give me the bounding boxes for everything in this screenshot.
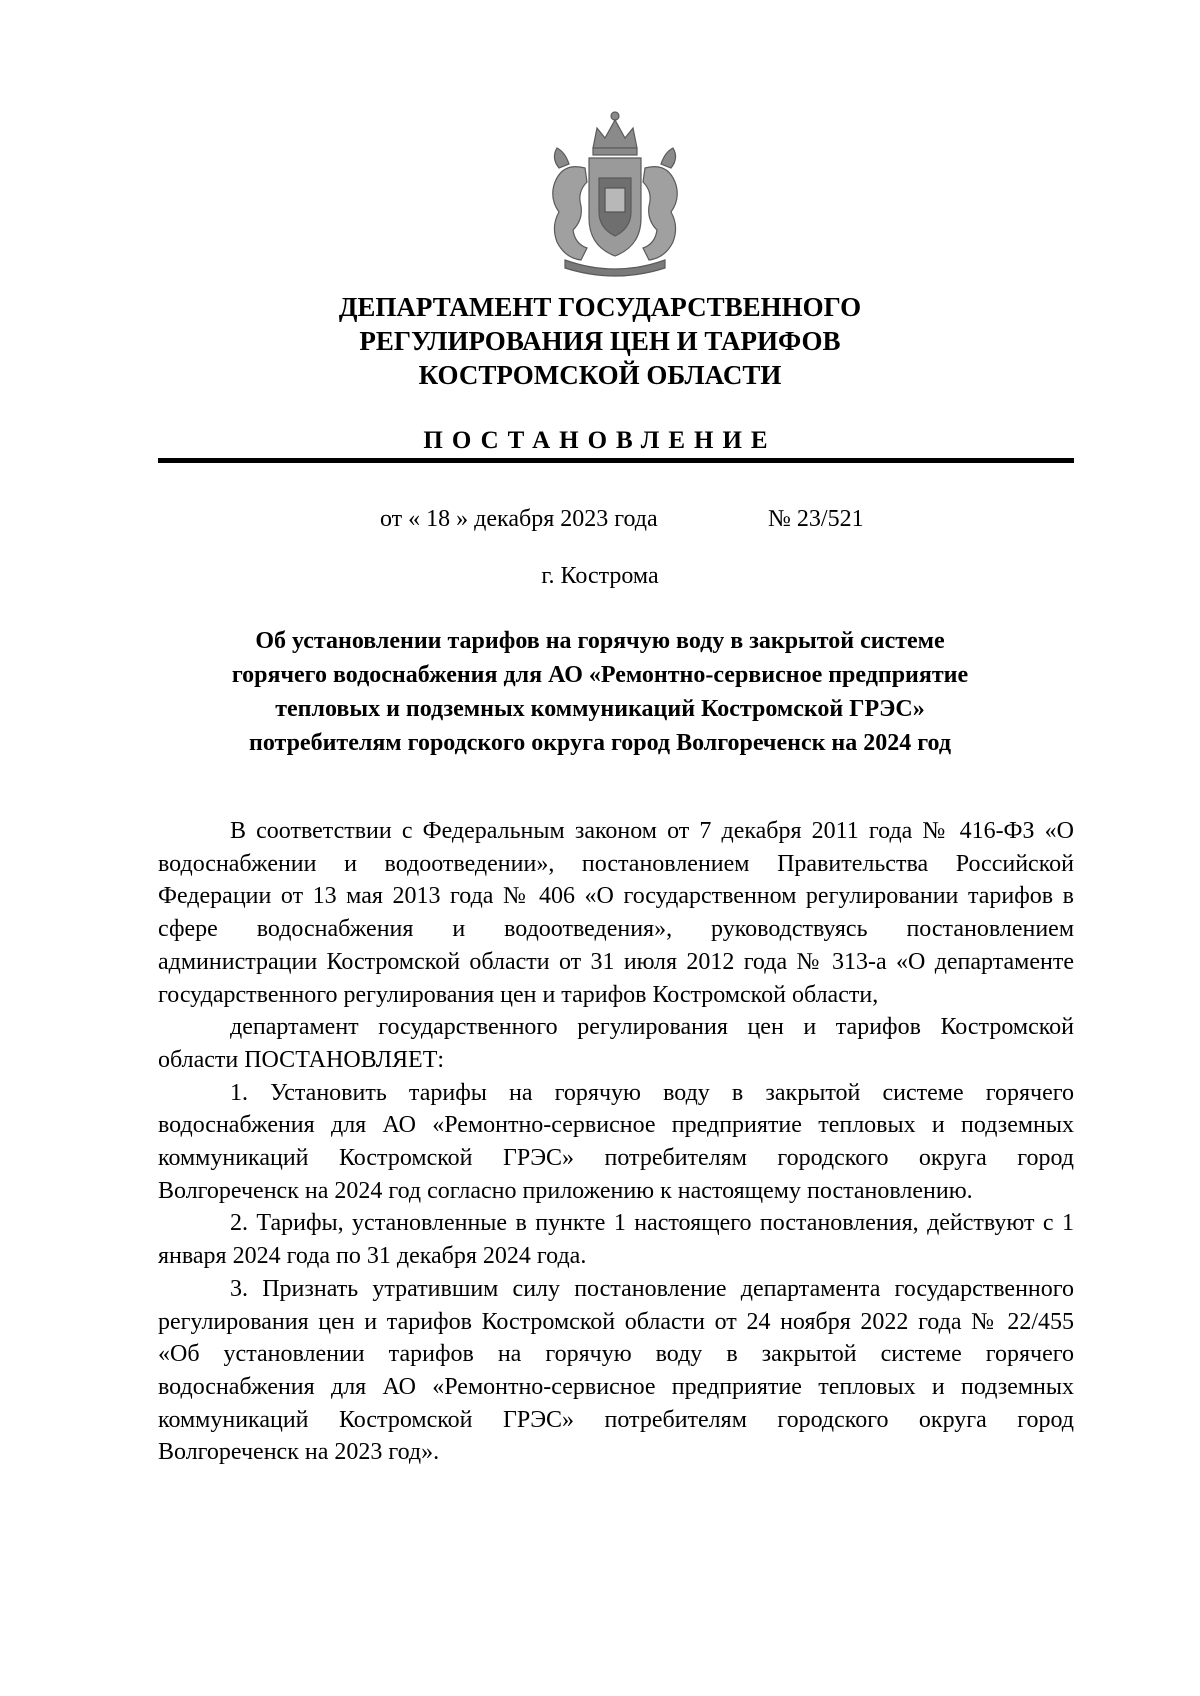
- department-name-line: РЕГУЛИРОВАНИЯ ЦЕН И ТАРИФОВ: [359, 326, 841, 356]
- body-paragraph-preamble: В соответствии с Федеральным законом от 7 декабря 2011 года № 416-ФЗ «О водоснабжении и водоотведении», постановлением Правительства Российской Федерации от 13 мая 2013 года № 406 «О государственном регулировании тарифов в сфере водоснабжения и водоотведения», руководствуясь постановлением администрации Костромской области от 31 июля 2012 года № 313-а «О департаменте государственного регулирования цен и тарифов Костромской области,: [158, 818, 1074, 1008]
- header-divider: [158, 458, 1074, 463]
- document-type: ПОСТАНОВЛЕНИЕ: [423, 427, 777, 454]
- subject-line: потребителям городского округа город Волгореченск на 2024 год: [248, 730, 951, 756]
- body-paragraph-resolves: департамент государственного регулирования цен и тарифов Костромской области ПОСТАНОВЛЯЕТ:: [158, 1014, 1074, 1073]
- document-subject: [0, 624, 1200, 760]
- document-body: [158, 815, 1074, 1469]
- department-name: [0, 290, 1200, 392]
- document-number: № 23/521: [768, 506, 864, 532]
- document-date: от « 18 » декабря 2023 года: [380, 506, 658, 532]
- subject-line: горячего водоснабжения для АО «Ремонтно-сервисное предприятие: [231, 662, 969, 688]
- department-name-line: КОСТРОМСКОЙ ОБЛАСТИ: [418, 360, 782, 390]
- body-paragraph-item-2: 2. Тарифы, установленные в пункте 1 настоящего постановления, действуют с 1 января 2024 года по 31 декабря 2024 года.: [158, 1210, 1074, 1270]
- body-paragraph-item-3: 3. Признать утратившим силу постановление департамента государственного регулирования цен и тарифов Костромской области от 24 ноября 2022 года № 22/455 «Об установлении тарифов на горячую воду в закрытой системе горячего водоснабжения для АО «Ремонтно-сервисное предприятие тепловых и подземных коммуникаций Костромской ГРЭС» потребителям городского округа город Волгореченск на 2023 год».: [158, 1275, 1074, 1466]
- subject-line: Об установлении тарифов на горячую воду в закрытой системе: [255, 628, 945, 654]
- department-name-line: ДЕПАРТАМЕНТ ГОСУДАРСТВЕННОГО: [338, 292, 862, 322]
- document-city: г. Кострома: [541, 563, 659, 589]
- subject-line: тепловых и подземных коммуникаций Костромской ГРЭС»: [275, 696, 925, 722]
- body-paragraph-item-1: 1. Установить тарифы на горячую воду в закрытой системе горячего водоснабжения для АО «Ремонтно-сервисное предприятие тепловых и подземных коммуникаций Костромской ГРЭС» потребителям городского округа город Волгореченск на 2024 год согласно приложению к настоящему постановлению.: [158, 1079, 1074, 1204]
- kostroma-coat-of-arms-icon: [535, 108, 695, 278]
